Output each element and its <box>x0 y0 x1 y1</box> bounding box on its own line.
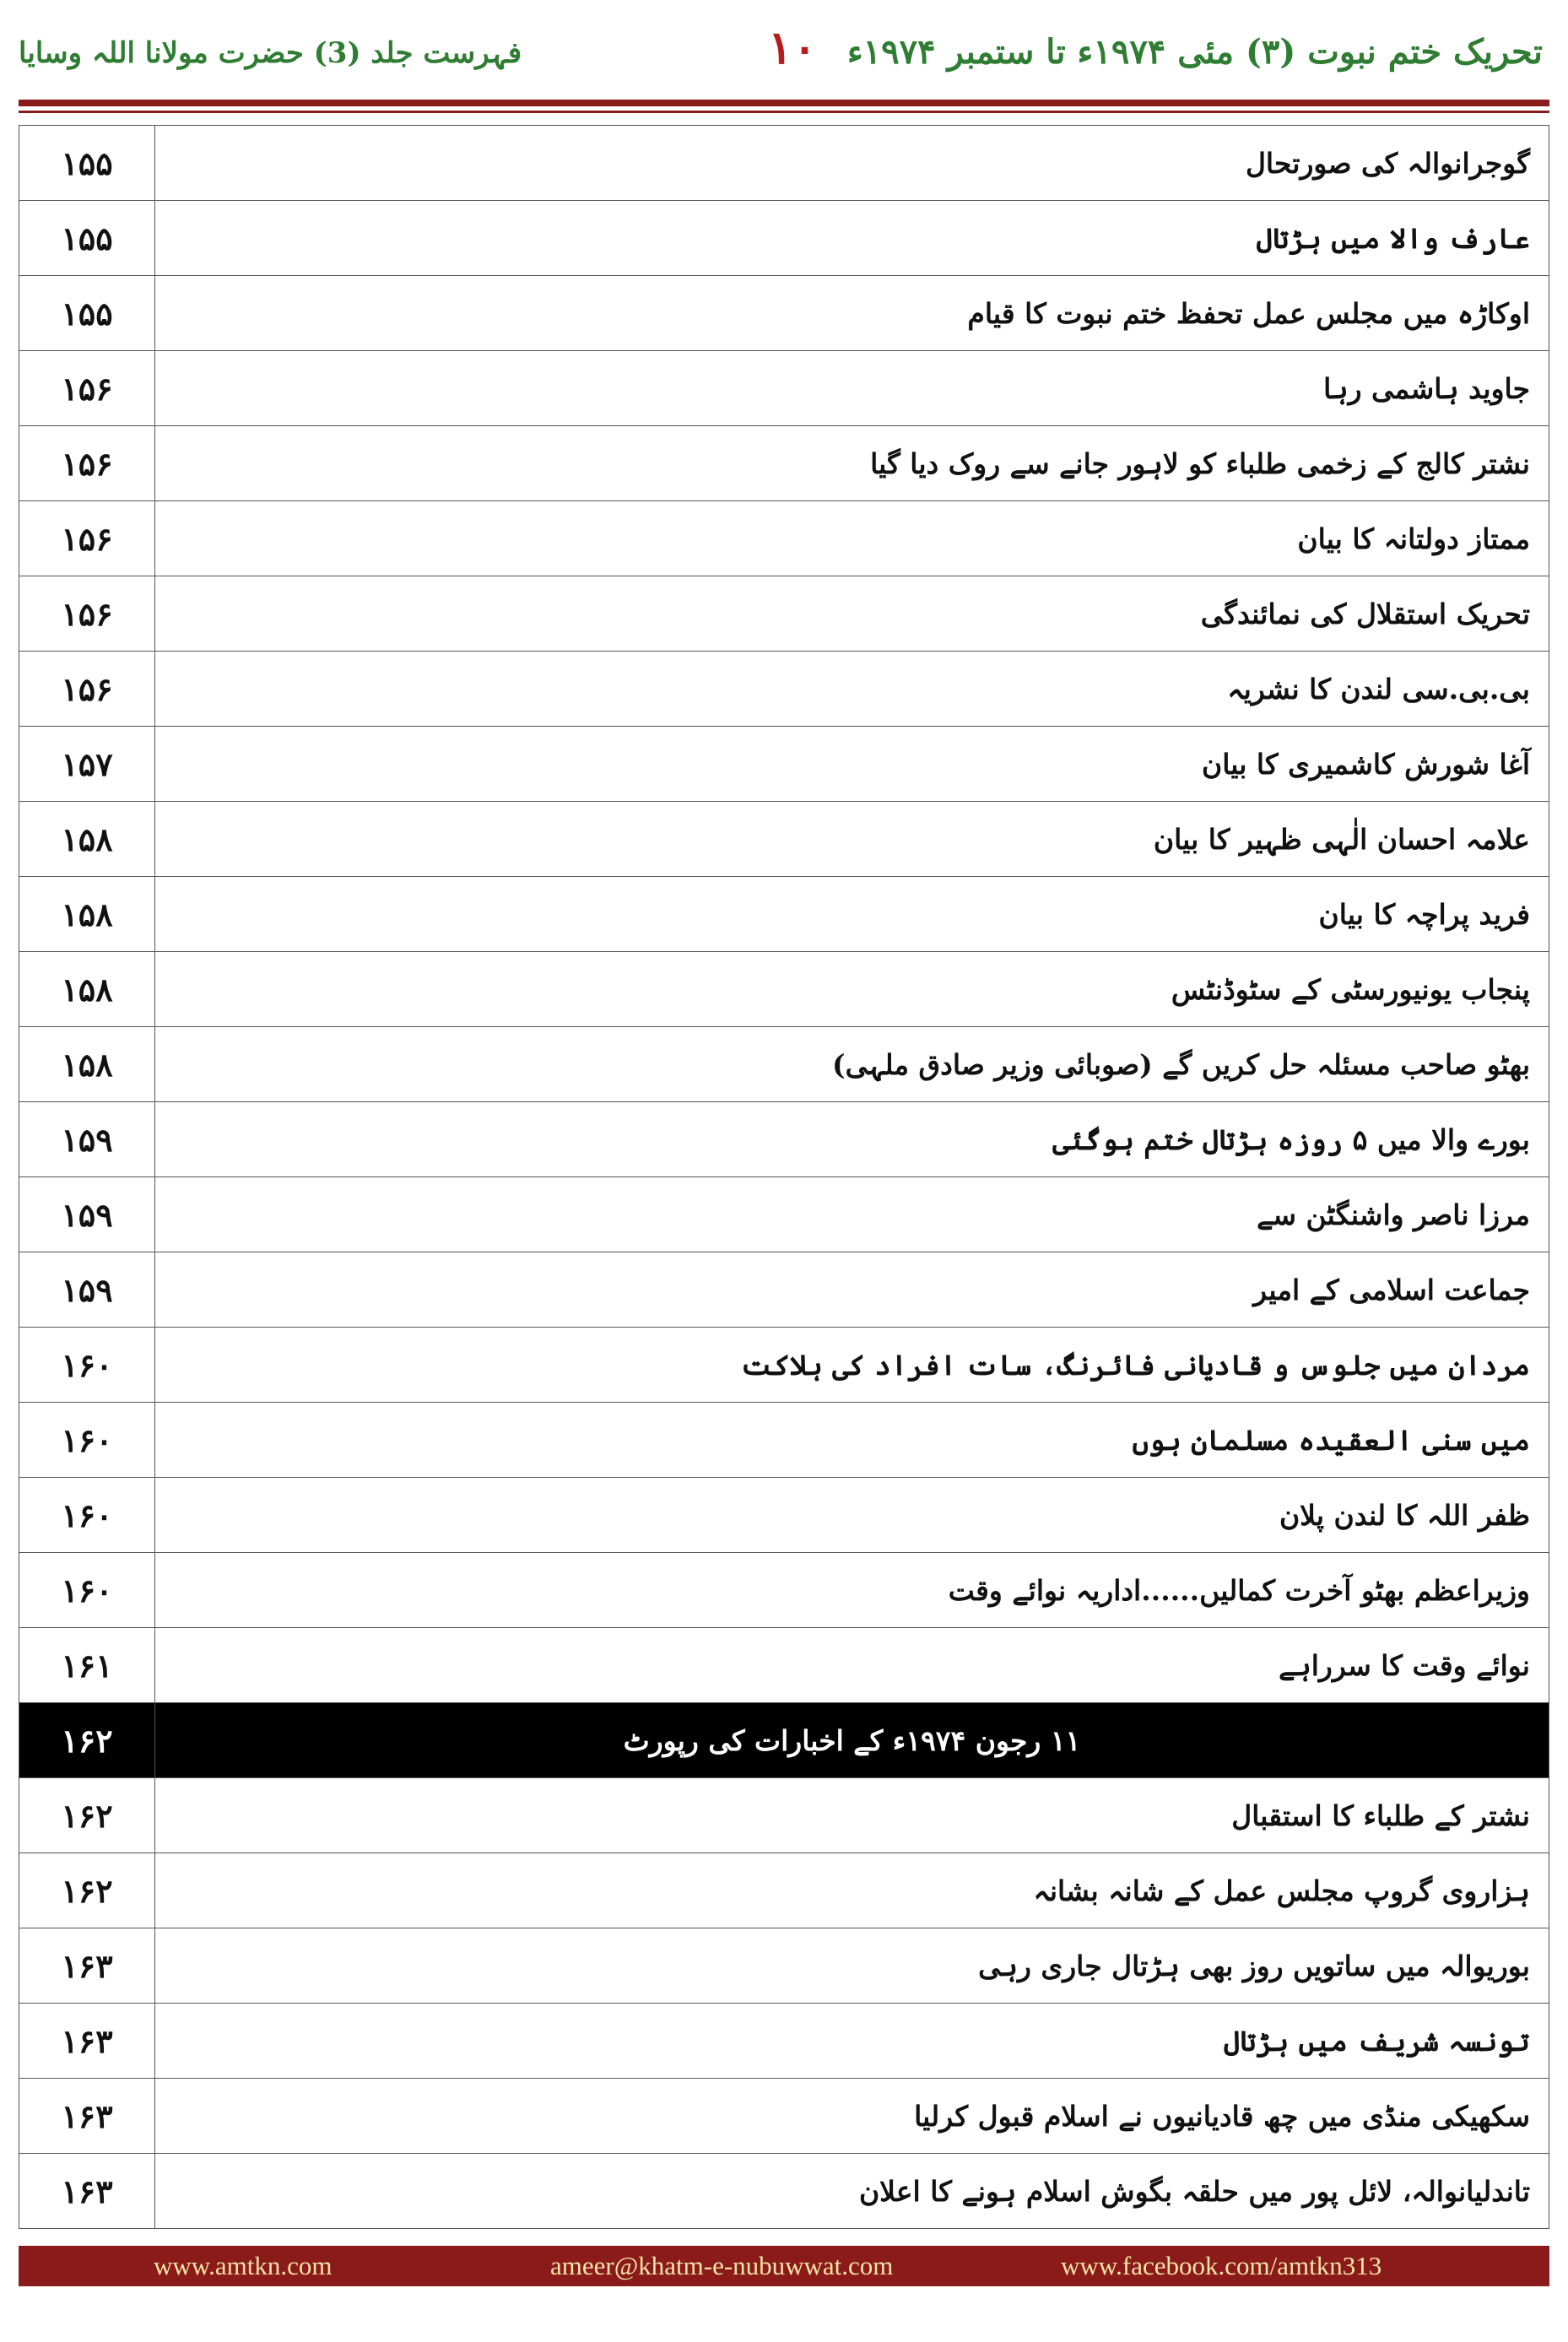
table-row <box>19 426 1549 501</box>
table-row <box>19 1553 1549 1628</box>
entry-title: علامہ احسان الٰہی ظہیر کا بیان <box>155 802 1549 877</box>
page-ref: ۱۵۹ <box>19 1177 155 1252</box>
page-ref: ۱۵۸ <box>19 802 155 877</box>
table-row <box>19 1252 1549 1328</box>
entry-title: جماعت اسلامی کے امیر <box>155 1252 1549 1328</box>
table-row <box>19 652 1549 727</box>
page-number: ۱۰ <box>767 20 817 74</box>
entry-title: ہزاروی گروپ مجلس عمل کے شانہ بشانہ <box>155 1853 1549 1928</box>
entry-title: سکھیکی منڈی میں چھ قادیانیوں نے اسلام قبول کرلیا <box>155 2079 1549 2154</box>
table-row <box>19 276 1549 351</box>
page-ref: ۱۶۲ <box>19 1853 155 1928</box>
table-of-contents <box>19 125 1549 2229</box>
page-ref: ۱۵۸ <box>19 877 155 952</box>
page-footer <box>19 2246 1549 2286</box>
index-title: فہرست جلد (3) حضرت مولانا اللہ وسایا <box>19 36 522 70</box>
table-row <box>19 501 1549 576</box>
section-title: ۱۱ رجون ۱۹۷۴ء کے اخبارات کی رپورٹ <box>155 1703 1549 1778</box>
entry-title: تونسہ شریف میں ہڑتال <box>155 2004 1549 2079</box>
page-ref: ۱۶۰ <box>19 1328 155 1403</box>
table-row <box>19 1102 1549 1177</box>
facebook-link[interactable]: www.facebook.com/amtkn313 <box>1061 2251 1382 2280</box>
table-row <box>19 1628 1549 1703</box>
entry-title: اوکاڑہ میں مجلس عمل تحفظ ختم نبوت کا قیام <box>155 276 1549 351</box>
page-ref: ۱۶۲ <box>19 1778 155 1853</box>
section-heading-row <box>19 1703 1549 1778</box>
page-header <box>0 0 1568 101</box>
page-ref: ۱۵۵ <box>19 276 155 351</box>
table-row <box>19 802 1549 877</box>
page-ref: ۱۵۸ <box>19 952 155 1027</box>
website-link[interactable]: www.amtkn.com <box>154 2251 333 2280</box>
entry-title: گوجرانوالہ کی صورتحال <box>155 126 1549 201</box>
entry-title: مرزا ناصر واشنگٹن سے <box>155 1177 1549 1252</box>
entry-title: نشتر کالج کے زخمی طلباء کو لاہور جانے سے روک دیا گیا <box>155 426 1549 501</box>
page-ref: ۱۶۰ <box>19 1553 155 1628</box>
page-ref: ۱۵۵ <box>19 201 155 276</box>
entry-title: آغا شورش کاشمیری کا بیان <box>155 727 1549 802</box>
page-ref: ۱۶۳ <box>19 2154 155 2229</box>
table-row <box>19 1328 1549 1403</box>
book-title: تحریک ختم نبوت (۳) مئی ۱۹۷۴ء تا ستمبر ۱۹۷۴ء <box>846 32 1543 72</box>
table-row <box>19 2004 1549 2079</box>
entry-title: پنجاب یونیورسٹی کے سٹوڈنٹس <box>155 952 1549 1027</box>
page-ref: ۱۵۵ <box>19 126 155 201</box>
page-ref: ۱۵۶ <box>19 501 155 576</box>
table-row <box>19 1853 1549 1928</box>
entry-title: تحریک استقلال کی نمائندگی <box>155 576 1549 652</box>
page-ref: ۱۵۸ <box>19 1027 155 1102</box>
page-ref: ۱۵۶ <box>19 351 155 426</box>
page-ref: ۱۶۲ <box>19 1703 155 1778</box>
page-ref: ۱۶۳ <box>19 1928 155 2004</box>
entry-title: میں سنی العقیدہ مسلمان ہوں <box>155 1403 1549 1478</box>
table-row <box>19 126 1549 201</box>
entry-title: نوائے وقت کا سرراہے <box>155 1628 1549 1703</box>
page-ref: ۱۵۶ <box>19 426 155 501</box>
page-ref: ۱۵۹ <box>19 1102 155 1177</box>
header-rule-thick <box>19 100 1549 106</box>
entry-title: بی.بی.سی لندن کا نشریہ <box>155 652 1549 727</box>
header-rule-thin <box>19 111 1549 113</box>
table-row <box>19 2154 1549 2229</box>
table-row <box>19 1778 1549 1853</box>
table-row <box>19 351 1549 426</box>
entry-title: ظفر اللہ کا لندن پلان <box>155 1478 1549 1553</box>
entry-title: نشتر کے طلباء کا استقبال <box>155 1778 1549 1853</box>
entry-title: تاندلیانوالہ، لائل پور میں حلقہ بگوش اسلام ہونے کا اعلان <box>155 2154 1549 2229</box>
entry-title: بھٹو صاحب مسئلہ حل کریں گے (صوبائی وزیر صادق ملہی) <box>155 1027 1549 1102</box>
table-row <box>19 1928 1549 2004</box>
page-ref: ۱۵۷ <box>19 727 155 802</box>
table-row <box>19 1177 1549 1252</box>
page-ref: ۱۵۹ <box>19 1252 155 1328</box>
table-row <box>19 576 1549 652</box>
entry-title: بورے والا میں ۵ روزہ ہڑتال ختم ہوگئی <box>155 1102 1549 1177</box>
page-ref: ۱۵۶ <box>19 652 155 727</box>
page-ref: ۱۶۱ <box>19 1628 155 1703</box>
email-link[interactable]: ameer@khatm-e-nubuwwat.com <box>550 2251 894 2280</box>
page-ref: ۱۶۰ <box>19 1478 155 1553</box>
page-ref: ۱۶۳ <box>19 2079 155 2154</box>
table-row <box>19 877 1549 952</box>
table-row <box>19 2079 1549 2154</box>
entry-title: فرید پراچہ کا بیان <box>155 877 1549 952</box>
entry-title: ممتاز دولتانہ کا بیان <box>155 501 1549 576</box>
page-ref: ۱۵۶ <box>19 576 155 652</box>
table-row <box>19 201 1549 276</box>
table-row <box>19 952 1549 1027</box>
page-ref: ۱۶۳ <box>19 2004 155 2079</box>
entry-title: مردان میں جلوس و قادیانی فائرنگ، سات افراد کی ہلاکت <box>155 1328 1549 1403</box>
entry-title: وزیراعظم بھٹو آخرت کمالیں......اداریہ نوائے وقت <box>155 1553 1549 1628</box>
table-row <box>19 1403 1549 1478</box>
entry-title: عارف والا میں ہڑتال <box>155 201 1549 276</box>
table-row <box>19 1478 1549 1553</box>
entry-title: جاوید ہاشمی رہا <box>155 351 1549 426</box>
page-ref: ۱۶۰ <box>19 1403 155 1478</box>
entry-title: بوریوالہ میں ساتویں روز بھی ہڑتال جاری رہی <box>155 1928 1549 2004</box>
table-row <box>19 1027 1549 1102</box>
table-row <box>19 727 1549 802</box>
